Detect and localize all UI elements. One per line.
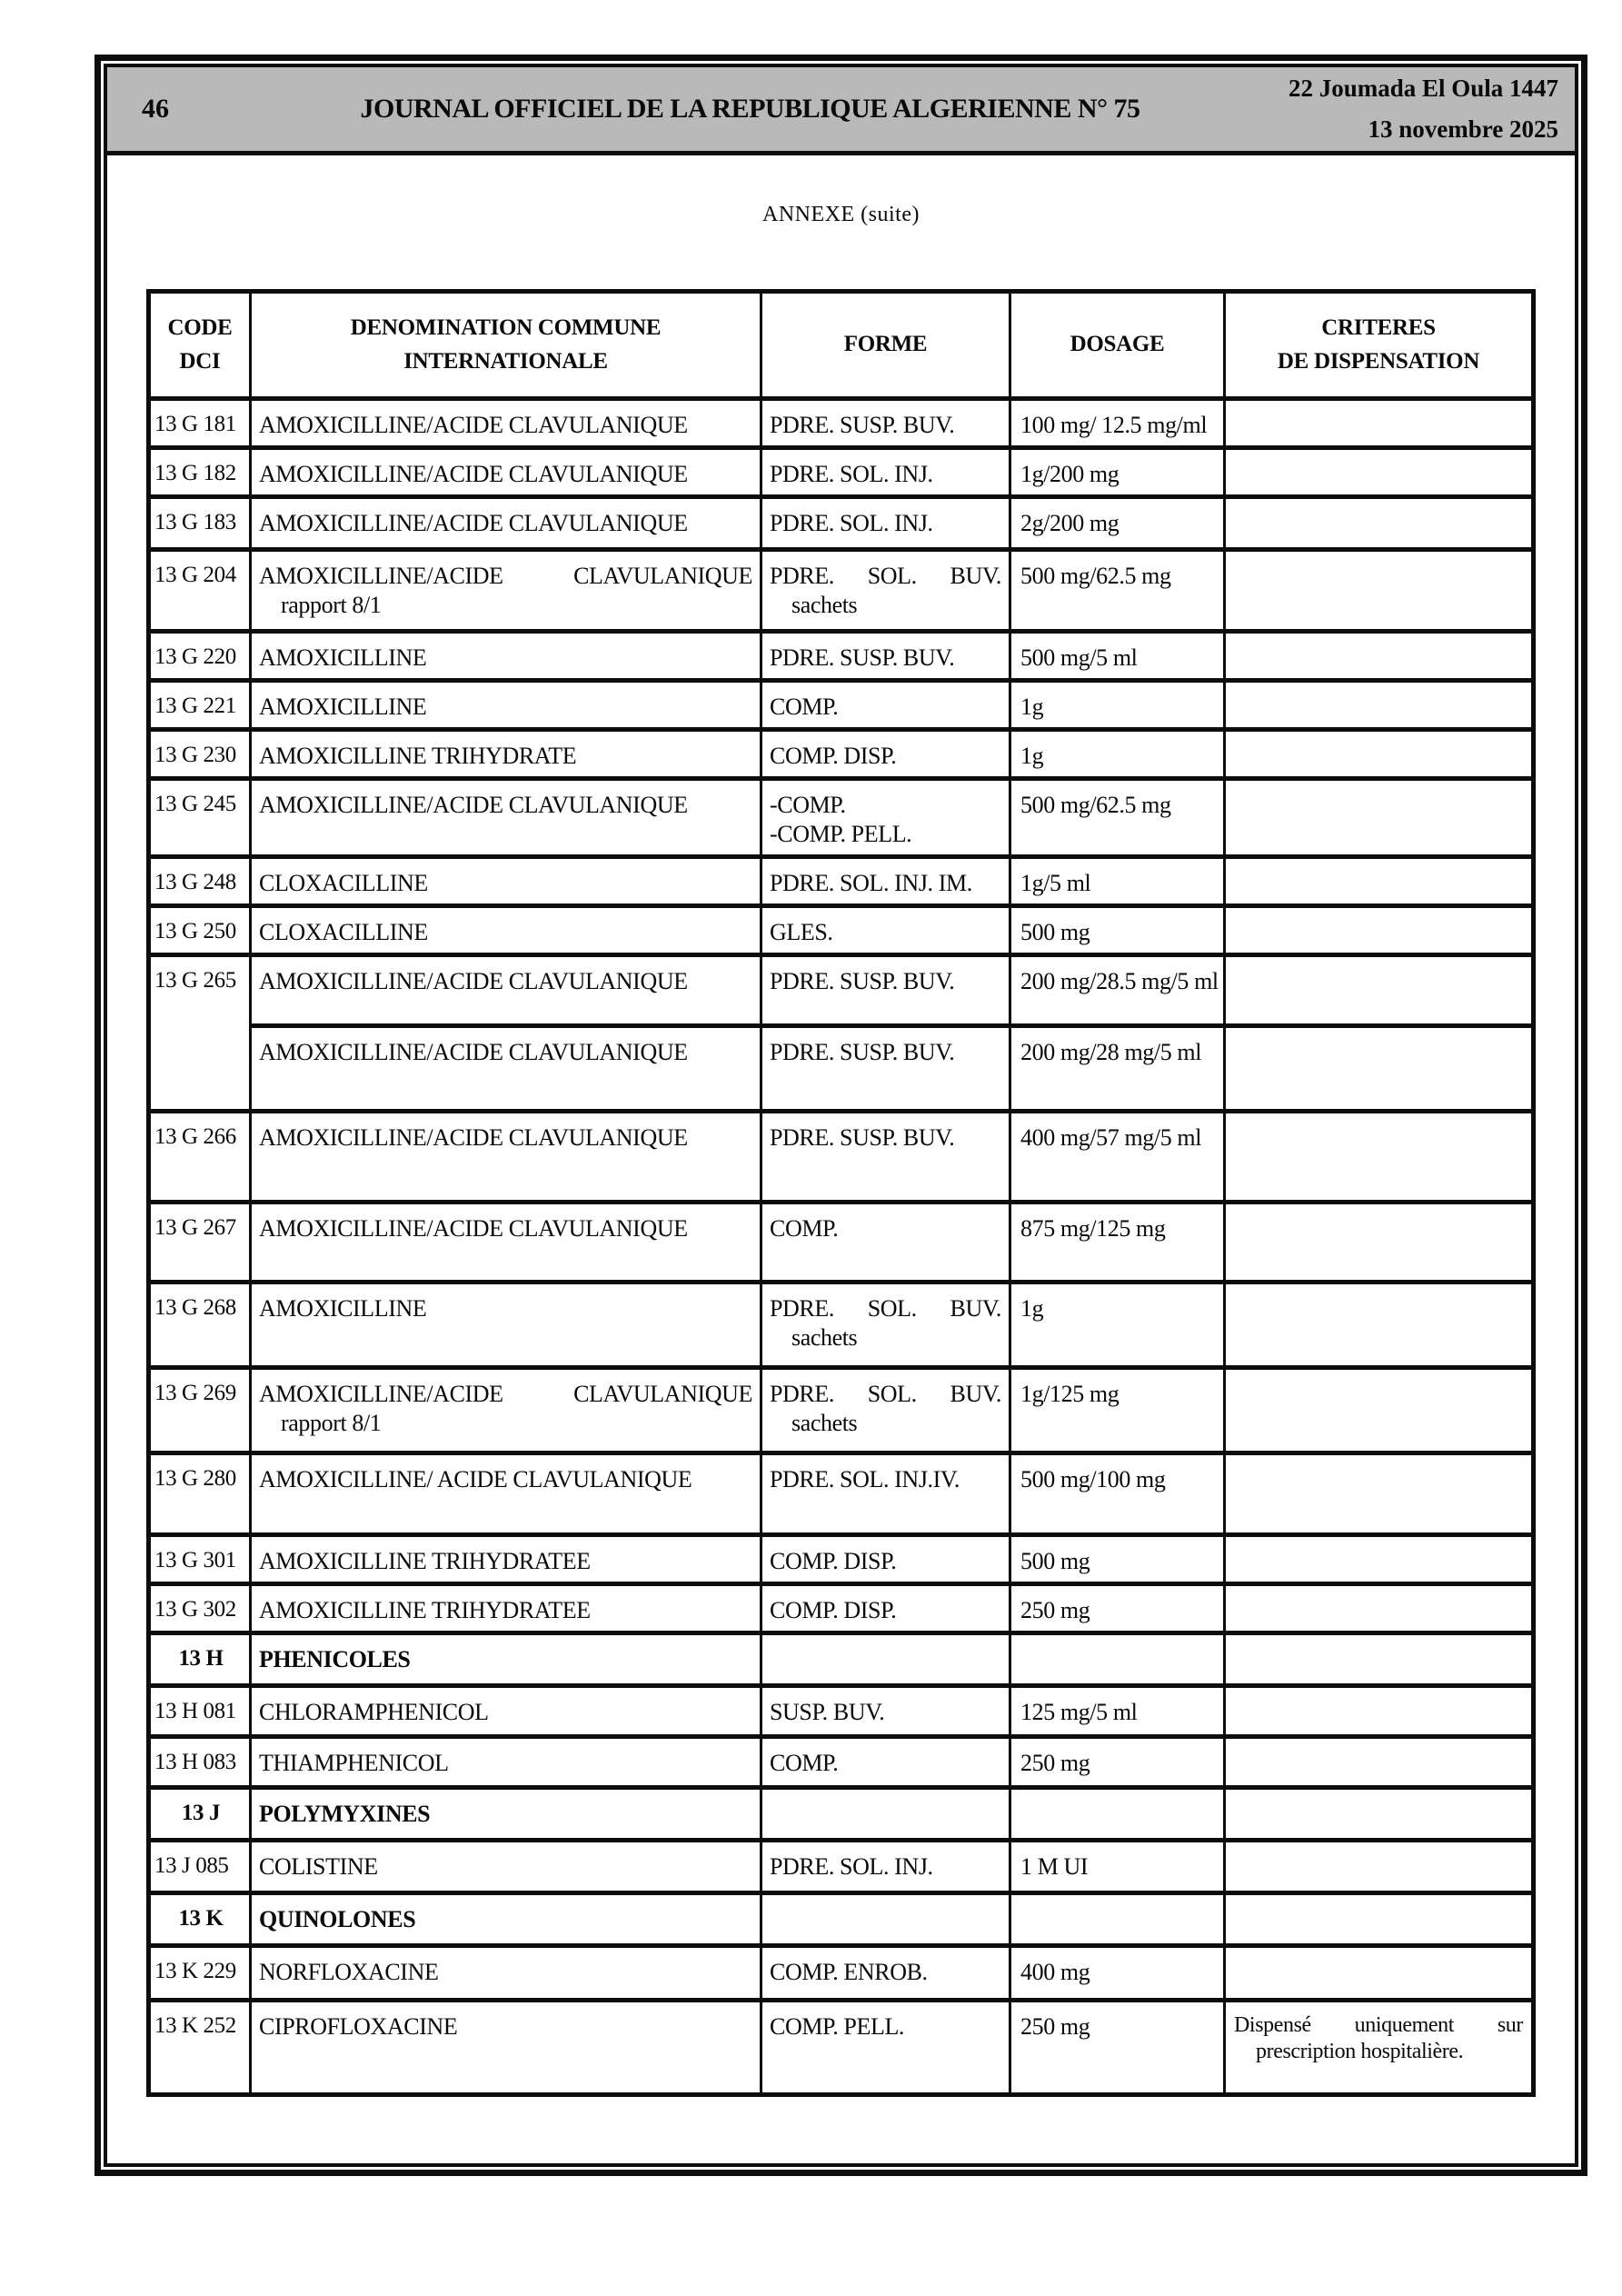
forme-cell: COMP. [761, 1203, 1010, 1283]
denomination-cell: AMOXICILLINE/ACIDE CLAVULANIQUE [251, 1026, 761, 1112]
criteres-cell [1225, 779, 1534, 857]
annexe-title: ANNEXE (suite) [762, 203, 920, 226]
table-row [149, 681, 1534, 730]
forme-cell [761, 1787, 1010, 1840]
table-row [149, 1203, 1534, 1283]
column-header-dosage: DOSAGE [1010, 292, 1225, 399]
criteres-cell [1225, 1283, 1534, 1368]
table-row [149, 1283, 1534, 1368]
code-cell: 13 G 221 [149, 681, 251, 730]
table-body [149, 399, 1534, 2095]
code-cell: 13 G 266 [149, 1112, 251, 1203]
forme-cell: SUSP. BUV. [761, 1685, 1010, 1736]
criteres-cell [1225, 730, 1534, 779]
denomination-cell: AMOXICILLINE [251, 681, 761, 730]
criteres-cell [1225, 857, 1534, 906]
criteres-cell [1225, 1736, 1534, 1787]
criteres-cell: Dispensé uniquement sur prescription hospitalière. [1225, 2000, 1534, 2094]
table-row [149, 1368, 1534, 1453]
code-cell: 13 G 280 [149, 1453, 251, 1535]
forme-cell: COMP. DISP. [761, 730, 1010, 779]
table-row [149, 1453, 1534, 1535]
criteres-cell [1225, 1945, 1534, 2000]
table-header [149, 292, 1534, 399]
dosage-cell: 200 mg/28.5 mg/5 ml [1010, 955, 1225, 1026]
forme-cell: PDRE. SOL. INJ.IV. [761, 1453, 1010, 1535]
page-frame [95, 55, 1587, 2176]
code-cell: 13 G 268 [149, 1283, 251, 1368]
code-cell: 13 G 183 [149, 497, 251, 550]
dosage-cell: 1g [1010, 681, 1225, 730]
masthead [107, 67, 1575, 155]
criteres-cell [1225, 1453, 1534, 1535]
forme-cell: PDRE. SOL. INJ. [761, 448, 1010, 497]
denomination-cell: THIAMPHENICOL [251, 1736, 761, 1787]
criteres-cell [1225, 681, 1534, 730]
forme-cell: COMP. [761, 1736, 1010, 1787]
code-cell: 13 H 083 [149, 1736, 251, 1787]
dosage-cell [1010, 1632, 1225, 1685]
criteres-cell [1225, 632, 1534, 681]
dosage-cell [1010, 1787, 1225, 1840]
dosage-cell: 250 mg [1010, 1584, 1225, 1633]
forme-cell [761, 1892, 1010, 1945]
page-frame-inner [104, 64, 1578, 2167]
column-header-forme: FORME [761, 292, 1010, 399]
code-cell: 13 G 269 [149, 1368, 251, 1453]
code-cell: 13 G 248 [149, 857, 251, 906]
forme-cell: PDRE. SUSP. BUV. [761, 1026, 1010, 1112]
dosage-cell: 400 mg [1010, 1945, 1225, 2000]
denomination-cell: AMOXICILLINE [251, 1283, 761, 1368]
code-cell: 13 J [149, 1787, 251, 1840]
forme-cell: GLES. [761, 906, 1010, 955]
table-row [149, 1535, 1534, 1584]
table-row [149, 1945, 1534, 2000]
denomination-cell: AMOXICILLINE/ACIDE CLAVULANIQUE rapport 8/1 [251, 550, 761, 632]
dosage-cell: 875 mg/125 mg [1010, 1203, 1225, 1283]
code-cell: 13 G 250 [149, 906, 251, 955]
column-header-criteres: CRITERES DE DISPENSATION [1225, 292, 1534, 399]
dosage-cell: 1g [1010, 1283, 1225, 1368]
denomination-cell: AMOXICILLINE/ACIDE CLAVULANIQUE [251, 1203, 761, 1283]
denomination-cell: COLISTINE [251, 1840, 761, 1892]
table-row [149, 497, 1534, 550]
dosage-cell: 500 mg [1010, 1535, 1225, 1584]
dosage-cell: 500 mg [1010, 906, 1225, 955]
code-cell: 13 K 252 [149, 2000, 251, 2094]
dosage-cell: 1g [1010, 730, 1225, 779]
code-cell: 13 J 085 [149, 1840, 251, 1892]
forme-cell: PDRE. SOL. BUV. sachets [761, 1368, 1010, 1453]
page-number: 46 [142, 94, 169, 124]
forme-cell: COMP. ENROB. [761, 1945, 1010, 2000]
journal-title: JOURNAL OFFICIEL DE LA REPUBLIQUE ALGERIENNE N° 75 [360, 94, 1140, 124]
dosage-cell: 400 mg/57 mg/5 ml [1010, 1112, 1225, 1203]
denomination-cell: AMOXICILLINE/ ACIDE CLAVULANIQUE [251, 1453, 761, 1535]
code-cell: 13 G 301 [149, 1535, 251, 1584]
dosage-cell: 500 mg/100 mg [1010, 1453, 1225, 1535]
forme-cell: PDRE. SOL. INJ. [761, 497, 1010, 550]
criteres-cell [1225, 955, 1534, 1026]
table-row [149, 955, 1534, 1026]
forme-cell: PDRE. SOL. BUV. sachets [761, 550, 1010, 632]
criteres-cell [1225, 1203, 1534, 1283]
criteres-cell [1225, 906, 1534, 955]
forme-cell: PDRE. SUSP. BUV. [761, 632, 1010, 681]
dosage-cell: 1g/5 ml [1010, 857, 1225, 906]
code-cell: 13 G 204 [149, 550, 251, 632]
code-cell: 13 G 302 [149, 1584, 251, 1633]
criteres-cell [1225, 1840, 1534, 1892]
dosage-cell: 200 mg/28 mg/5 ml [1010, 1026, 1225, 1112]
criteres-cell [1225, 1026, 1534, 1112]
code-cell: 13 G 230 [149, 730, 251, 779]
criteres-cell [1225, 1892, 1534, 1945]
date-hijri: 22 Joumada El Oula 1447 [1288, 75, 1558, 102]
denomination-cell: AMOXICILLINE TRIHYDRATEE [251, 1535, 761, 1584]
criteres-cell [1225, 1535, 1534, 1584]
denomination-cell: AMOXICILLINE/ACIDE CLAVULANIQUE [251, 779, 761, 857]
column-header-denomination: DENOMINATION COMMUNE INTERNATIONALE [251, 292, 761, 399]
forme-cell: PDRE. SUSP. BUV. [761, 955, 1010, 1026]
section-row [149, 1892, 1534, 1945]
table-row [149, 1026, 1534, 1112]
criteres-cell [1225, 448, 1534, 497]
denomination-cell: AMOXICILLINE [251, 632, 761, 681]
table-row [149, 550, 1534, 632]
criteres-cell [1225, 399, 1534, 448]
code-cell: 13 H [149, 1632, 251, 1685]
denomination-cell: PHENICOLES [251, 1632, 761, 1685]
denomination-cell: AMOXICILLINE/ACIDE CLAVULANIQUE [251, 448, 761, 497]
table-row [149, 448, 1534, 497]
code-cell: 13 G 267 [149, 1203, 251, 1283]
denomination-cell: POLYMYXINES [251, 1787, 761, 1840]
header-row [149, 292, 1534, 399]
dosage-cell: 100 mg/ 12.5 mg/ml [1010, 399, 1225, 448]
dosage-cell: 250 mg [1010, 2000, 1225, 2094]
table-row [149, 632, 1534, 681]
masthead-dates [1261, 68, 1575, 150]
column-header-code-dci: CODE DCI [149, 292, 251, 399]
dosage-cell: 2g/200 mg [1010, 497, 1225, 550]
denomination-cell: AMOXICILLINE TRIHYDRATE [251, 730, 761, 779]
dosage-cell: 500 mg/62.5 mg [1010, 779, 1225, 857]
code-cell: 13 G 182 [149, 448, 251, 497]
denomination-cell: AMOXICILLINE/ACIDE CLAVULANIQUE rapport 8/1 [251, 1368, 761, 1453]
table-row [149, 1840, 1534, 1892]
table-row [149, 857, 1534, 906]
forme-cell: COMP. DISP. [761, 1535, 1010, 1584]
criteres-cell [1225, 1584, 1534, 1633]
forme-cell: COMP. [761, 681, 1010, 730]
table-row [149, 2000, 1534, 2094]
forme-cell [761, 1632, 1010, 1685]
dosage-cell: 125 mg/5 ml [1010, 1685, 1225, 1736]
forme-cell: PDRE. SUSP. BUV. [761, 1112, 1010, 1203]
forme-cell: PDRE. SUSP. BUV. [761, 399, 1010, 448]
criteres-cell [1225, 497, 1534, 550]
forme-cell: -COMP. -COMP. PELL. [761, 779, 1010, 857]
section-row [149, 1632, 1534, 1685]
table-row [149, 779, 1534, 857]
code-cell: 13 G 220 [149, 632, 251, 681]
table-row [149, 1584, 1534, 1633]
table-row [149, 1736, 1534, 1787]
criteres-cell [1225, 1112, 1534, 1203]
dosage-cell: 1g/125 mg [1010, 1368, 1225, 1453]
denomination-cell: AMOXICILLINE/ACIDE CLAVULANIQUE [251, 1112, 761, 1203]
section-row [149, 1787, 1534, 1840]
code-cell: 13 K [149, 1892, 251, 1945]
code-cell: 13 H 081 [149, 1685, 251, 1736]
date-gregorian: 13 novembre 2025 [1368, 115, 1558, 143]
dosage-cell: 500 mg/62.5 mg [1010, 550, 1225, 632]
table-row [149, 399, 1534, 448]
forme-cell: COMP. PELL. [761, 2000, 1010, 2094]
dosage-cell: 1g/200 mg [1010, 448, 1225, 497]
table-row [149, 1112, 1534, 1203]
denomination-cell: CHLORAMPHENICOL [251, 1685, 761, 1736]
denomination-cell: AMOXICILLINE/ACIDE CLAVULANIQUE [251, 497, 761, 550]
dosage-cell [1010, 1892, 1225, 1945]
forme-cell: COMP. DISP. [761, 1584, 1010, 1633]
table-row [149, 1685, 1534, 1736]
criteres-cell [1225, 1685, 1534, 1736]
annexe-table [146, 289, 1536, 2097]
table-row [149, 906, 1534, 955]
criteres-cell [1225, 1632, 1534, 1685]
denomination-cell: CLOXACILLINE [251, 857, 761, 906]
denomination-cell: AMOXICILLINE/ACIDE CLAVULANIQUE [251, 955, 761, 1026]
denomination-cell: CLOXACILLINE [251, 906, 761, 955]
code-cell: 13 G 181 [149, 399, 251, 448]
code-cell: 13 G 265 [149, 955, 251, 1112]
forme-cell: PDRE. SOL. INJ. IM. [761, 857, 1010, 906]
dosage-cell: 250 mg [1010, 1736, 1225, 1787]
forme-cell: PDRE. SOL. INJ. [761, 1840, 1010, 1892]
table-row [149, 730, 1534, 779]
denomination-cell: AMOXICILLINE/ACIDE CLAVULANIQUE [251, 399, 761, 448]
criteres-cell [1225, 550, 1534, 632]
code-cell: 13 K 229 [149, 1945, 251, 2000]
code-cell: 13 G 245 [149, 779, 251, 857]
denomination-cell: CIPROFLOXACINE [251, 2000, 761, 2094]
denomination-cell: AMOXICILLINE TRIHYDRATEE [251, 1584, 761, 1633]
denomination-cell: QUINOLONES [251, 1892, 761, 1945]
criteres-cell [1225, 1368, 1534, 1453]
forme-cell: PDRE. SOL. BUV. sachets [761, 1283, 1010, 1368]
dosage-cell: 500 mg/5 ml [1010, 632, 1225, 681]
criteres-cell [1225, 1787, 1534, 1840]
denomination-cell: NORFLOXACINE [251, 1945, 761, 2000]
dosage-cell: 1 M UI [1010, 1840, 1225, 1892]
